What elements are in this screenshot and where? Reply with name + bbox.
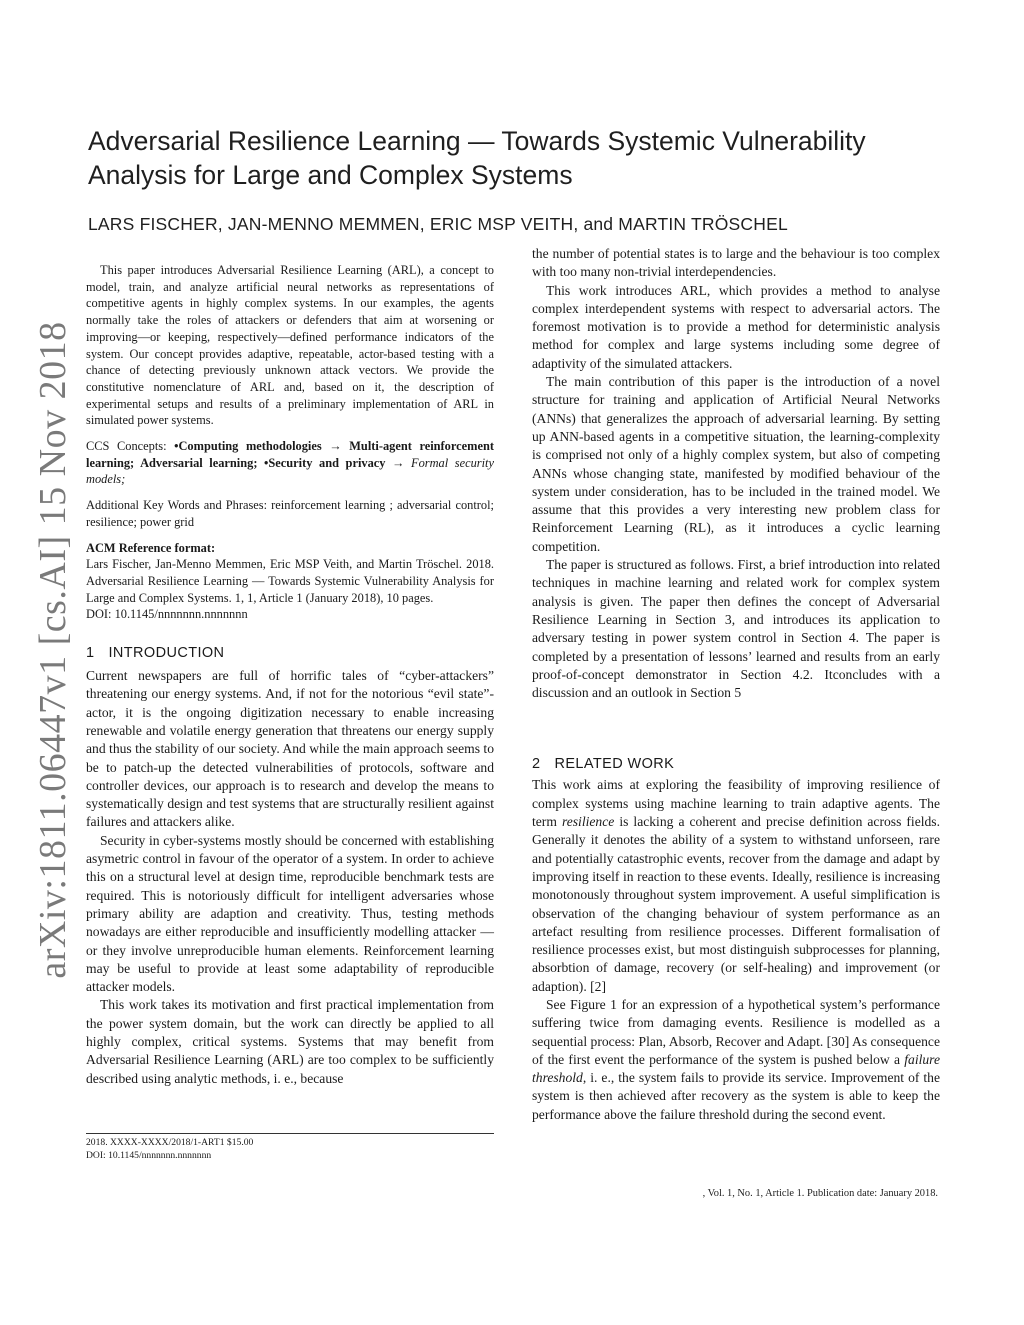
section-number: 2 [532,756,541,773]
footnote-rule [86,1133,494,1134]
left-column [86,262,494,1088]
intro-paragraph-2: Security in cyber-systems mostly should be concerned with establishing asymetric control in favour of the operator of a system. In order to achieve this on a structural level at design time, reproducible benchmark tests are required. This is notoriously difficult for intelligent adversaries whose primary ability are adaption and creativity. Thus, testing methods nowadays are either reproducible and insufficiently modelling attacker — or they involve unreproducible human elements. Reinforcement learning may be useful to provide at least some adaptability of reproducible attacker models. [86,832,494,995]
intro-paragraph-1: Current newspapers are full of horrific tales of “cyber-attackers” threatening our energy systems. And, if not for the notorious “evil state”-actor, it is the ongoing digitization necessary to enable increasing renewable and volatile energy generation that threatens our energy supply and thus the stability of our society. And while the main approach seems to be to patch-up the detected vulnerabilities of protocols, software and controller devices, our approach is to research and develop the means to systematically design and test systems that are structurally resilient against failures and attackers alike. [86,668,494,830]
text-run: , i. e., the system fails to provide its service. Improvement of the system is then achieved after recovery as the system is able to keep the performance above the failure threshold during the second event. [532,1070,940,1122]
intro-paragraph-3-continued: the number of potential states is to large and the behaviour is too complex with too many non-trivial interdependencies. [532,246,940,280]
right-column [532,245,940,1124]
ccs-concepts [86,438,494,488]
paper-title [88,124,948,192]
emphasis-resilience: resilience [561,814,615,830]
intro-paragraph-3: This work takes its motivation and first practical implementation from the power system domain, but the work can directly be applied to all highly complex, critical systems. Systems that may benefit from Adversarial Resilience Learning (ARL) are too complex to be sufficiently described using analytic methods, i. e., because [86,997,494,1086]
section-title: RELATED WORK [554,756,675,773]
title-line-1: Adversarial Resilience Learning — Towards Systemic Vulnerability [88,126,866,156]
intro-paragraph-4: This work introduces ARL, which provides a method to analyse complex interdependent systems with respect to adversarial actors. The foremost motivation is to provide a method for deterministic analysis method for complex and large systems including some degree of adaptivity of the simulated attackers. [532,282,940,371]
footnote-line-1: 2018. XXXX-XXXX/2018/1-ART1 $15.00 [86,1137,254,1148]
text-run: See Figure 1 for an expression of a hypothetical system’s performance suffering twice from damaging events. Resilience is modelled as a sequential process: Plan, Absorb, Recover and Adapt. [30] As consequence of the first event the performance of the system is pushed below a [532,996,940,1067]
intro-paragraph-5: The main contribution of this paper is the introduction of a novel structure for training and application of Artificial Neural Networks (ANNs) that generalizes the approach of adversarial learning. By setting up ANN-based agents in a competitive situation, the learning-complexity is comprised not only of a highly complex system, but also of competing ANNs whose changing state, manifested by modified behaviour of the system under consideration, has to be included in the trained model. We assume that this provides a very interesting new problem class for Reinforcement Learning (RL), as it introduces a cyclic learning competition. [532,374,940,554]
intro-paragraph-6: The paper is structured as follows. First, a brief introduction into related techniques in machine learning and related work for complex system analysis is given. The paper then defines the concept of Adversarial Resilience Learning in Section 3, and introduces its application to adversary testing in power system control in Section 4. The paper is completed by a presentation of lessons’ learned and results from an early proof-of-concept demonstrator in Section 4.2. Itconcludes with a discussion and an outlook in Section 5 [532,557,940,701]
section-heading-introduction [86,645,494,661]
keywords: Additional Key Words and Phrases: reinforcement learning ; adversarial control; resilience; power grid [86,498,494,529]
section-heading-related-work [532,756,940,772]
footnote [86,1137,494,1162]
page-footer: , Vol. 1, No. 1, Article 1. Publication date: January 2018. [702,1188,938,1199]
abstract-paragraph: This paper introduces Adversarial Resilience Learning (ARL), a concept to model, train, and analyze artificial neural networks as representations of competitive agents in highly complex systems. In our examples, the agents normally take the roles of attackers or defenders that aim at worsening or improving—or keeping, respectively—defined performance indicators of the system. Our concept provides adaptive, repeatable, actor-based testing with a chance of detecting previously unknown attack vectors. We provide the constitutive nomenclature of ARL and, based on it, the description of experimental setups and results of a preliminary implementation of ARL in simulated power systems. [86,263,494,428]
section-title: INTRODUCTION [108,645,225,662]
ccs-label: CCS Concepts: [86,439,175,454]
text-run: is lacking a coherent and precise definition across fields. Generally it denotes the ability of a system to withstand unforseen, rare and potentially catastrophic events, recover from the damage and adapt by improving itself in reaction to these events. Ideally, resilience is increasing monotonously throughout system improvement. A useful simplification is observation of the changing behaviour of system performance as an artefact resulting from resilience processes. Different formalisation of resilience processes exist, but most distinguish subprocesses for planning, absorbtion of damage, recovery (or self-healing) and improvement (or adaption). [2] [532,814,941,994]
author-list: LARS FISCHER, JAN-MENNO MEMMEN, ERIC MSP VEITH, and MARTIN TRÖSCHEL [88,214,788,234]
related-paragraph-2 [532,996,940,1124]
section-number: 1 [86,645,95,662]
acm-reference-heading: ACM Reference format: [86,540,216,555]
text-run: This work aims at exploring the feasibility of improving resilience of complex systems using machine learning to train adaptive agents. The term [532,777,940,830]
ccs-bold-concepts: •Computing methodologies → Multi-agent reinforcement learning; Adversarial learning; •Security and privacy → [86,439,494,470]
acm-reference-doi: DOI: 10.1145/nnnnnnn.nnnnnnn [86,607,248,622]
arxiv-identifier-stamp: arXiv:1811.06447v1 [cs.AI] 15 Nov 2018 [32,321,74,979]
title-line-2: Analysis for Large and Complex Systems [88,160,573,190]
related-paragraph-1 [532,776,940,996]
emphasis-failure-threshold: failure threshold [532,1051,940,1086]
acm-reference-text: Lars Fischer, Jan-Menno Memmen, Eric MSP Veith, and Martin Tröschel. 2018. Adversarial Resilience Learning — Towards Systemic Vulnerability Analysis for Large and Complex Systems. 1, 1, Article 1 (January 2018), 10 pages. [86,557,494,605]
ccs-italic-concepts: Formal security models; [86,455,494,487]
footnote-line-2: DOI: 10.1145/nnnnnnn.nnnnnnn [86,1149,212,1161]
abstract [86,262,494,429]
